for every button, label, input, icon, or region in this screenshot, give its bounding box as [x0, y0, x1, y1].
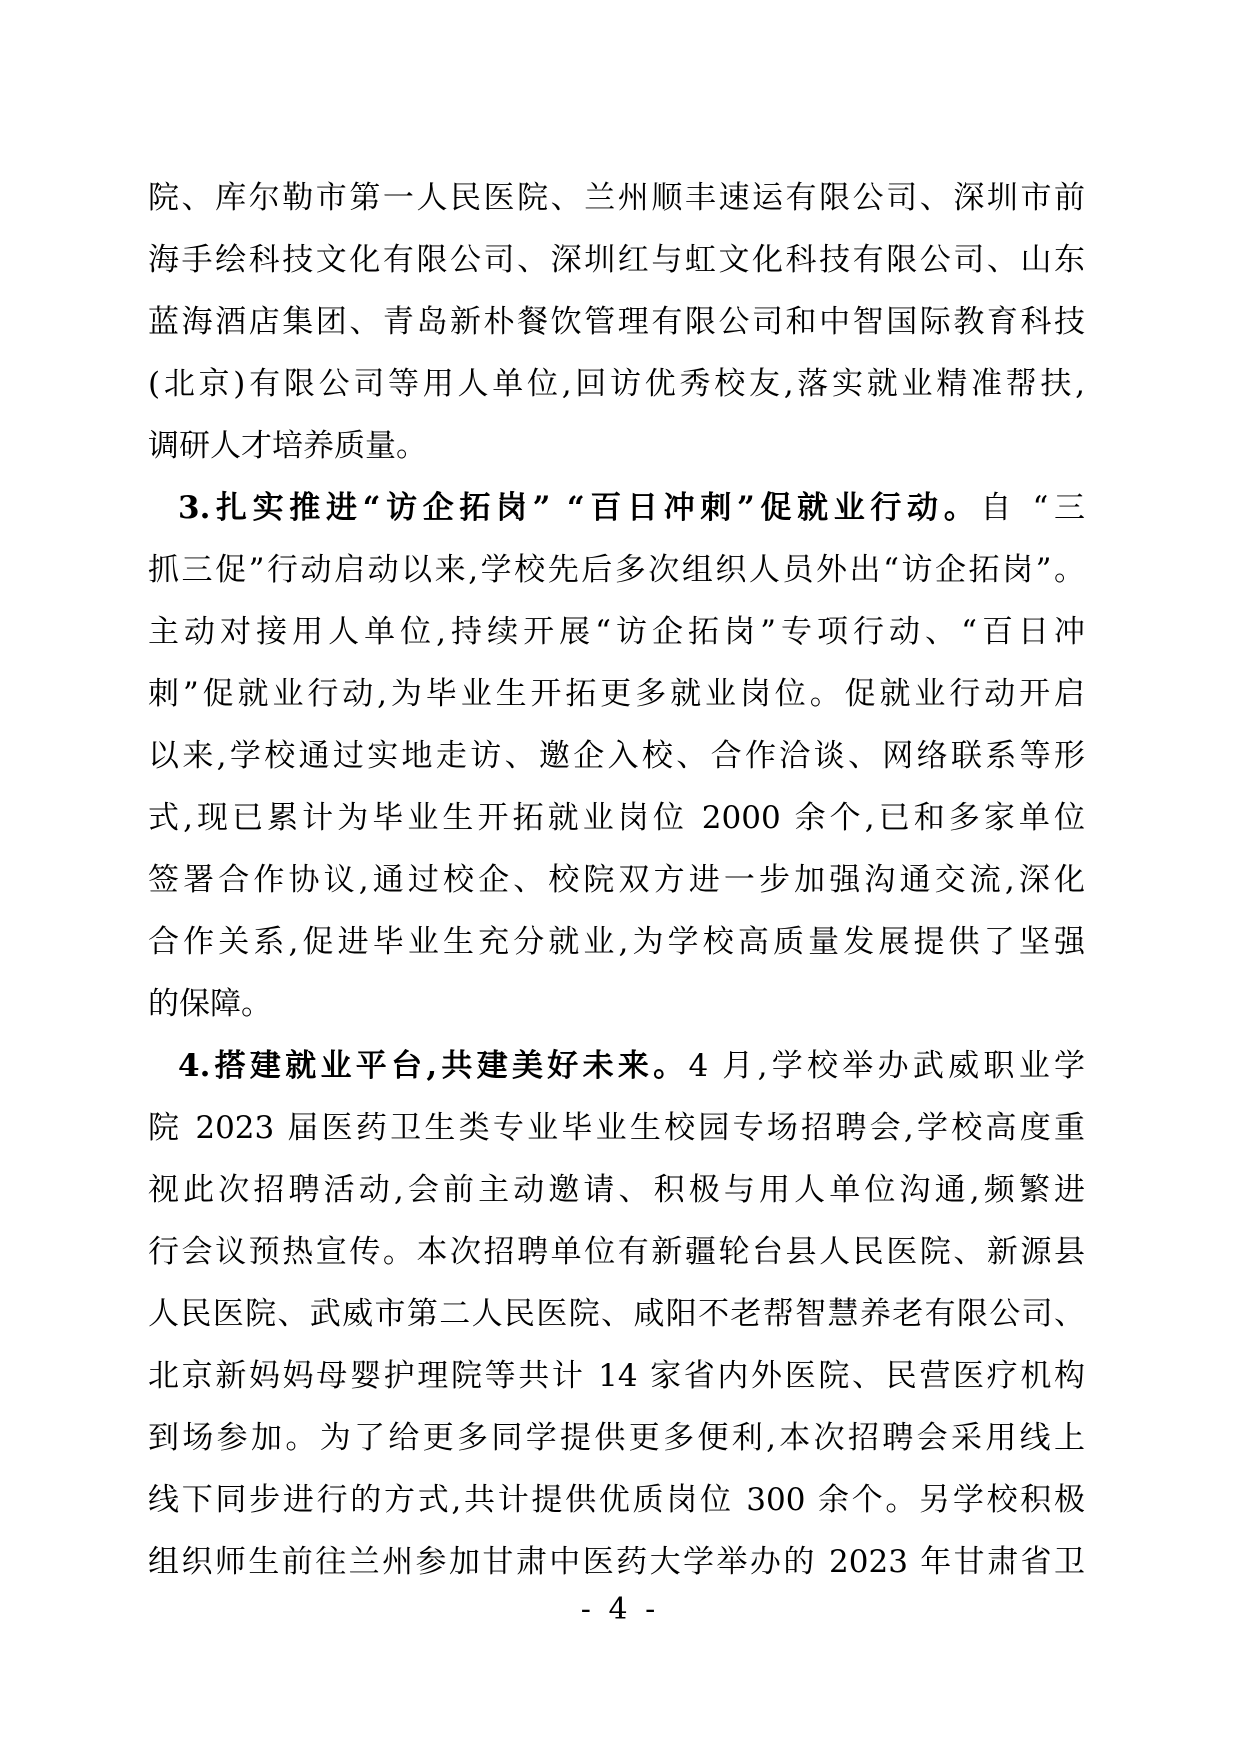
body-text-run: 视此次招聘活动,会前主动邀请、积极与用人单位沟通,频繁进 — [148, 1172, 1085, 1208]
text-line — [148, 663, 1085, 725]
page-number: - 4 - — [580, 1592, 660, 1627]
text-line — [148, 1035, 1085, 1097]
body-text-run: 北京新妈妈母婴护理院等共计 14 家省内外医院、民营医疗机构 — [148, 1358, 1085, 1394]
text-line — [148, 1283, 1085, 1345]
text-line — [148, 1345, 1085, 1407]
heading-text-run: 4.搭建就业平台,共建美好未来。 — [178, 1048, 689, 1084]
body-text-run: 刺”促就业行动,为毕业生开拓更多就业岗位。促就业行动开启 — [148, 676, 1085, 712]
body-text-run: 组织师生前往兰州参加甘肃中医药大学举办的 2023 年甘肃省卫 — [148, 1544, 1085, 1580]
body-text-run: 行会议预热宣传。本次招聘单位有新疆轮台县人民医院、新源县 — [148, 1234, 1085, 1270]
body-text-run: 自 “三 — [980, 490, 1086, 526]
body-text-run: 主动对接用人单位,持续开展“访企拓岗”专项行动、“百日冲 — [148, 614, 1085, 650]
body-text-run: 院 2023 届医药卫生类专业毕业生校园专场招聘会,学校高度重 — [148, 1110, 1085, 1146]
text-line — [148, 229, 1085, 291]
text-line — [148, 601, 1085, 663]
text-line — [148, 911, 1085, 973]
body-text-run: 蓝海酒店集团、青岛新朴餐饮管理有限公司和中智国际教育科技 — [148, 304, 1085, 340]
text-line — [148, 1407, 1085, 1469]
text-line — [148, 849, 1085, 911]
text-line — [148, 291, 1085, 353]
body-text-run: 式,现已累计为毕业生开拓就业岗位 2000 余个,已和多家单位 — [148, 800, 1085, 836]
text-line — [148, 1221, 1085, 1283]
text-line — [148, 353, 1085, 415]
text-line — [148, 1159, 1085, 1221]
body-text-run: 4 月,学校举办武威职业学 — [688, 1048, 1086, 1084]
heading-text-run: 3.扎实推进“访企拓岗” “百日冲刺”促就业行动。 — [178, 490, 981, 526]
body-text-run: 线下同步进行的方式,共计提供优质岗位 300 余个。另学校积极 — [148, 1482, 1085, 1518]
document-body — [148, 167, 1085, 1593]
body-text-run: 的保障。 — [148, 986, 272, 1022]
text-line — [148, 725, 1085, 787]
text-line — [148, 167, 1085, 229]
body-text-run: 抓三促”行动启动以来,学校先后多次组织人员外出“访企拓岗”。 — [148, 552, 1085, 588]
text-line — [148, 973, 1085, 1035]
body-text-run: 到场参加。为了给更多同学提供更多便利,本次招聘会采用线上 — [148, 1420, 1085, 1456]
body-text-run: 签署合作协议,通过校企、校院双方进一步加强沟通交流,深化 — [148, 862, 1085, 898]
text-line — [148, 539, 1085, 601]
body-text-run: 合作关系,促进毕业生充分就业,为学校高质量发展提供了坚强 — [148, 924, 1085, 960]
body-text-run: 院、库尔勒市第一人民医院、兰州顺丰速运有限公司、深圳市前 — [148, 180, 1085, 216]
text-line — [148, 1531, 1085, 1593]
text-line — [148, 1097, 1085, 1159]
body-text-run: 人民医院、武威市第二人民医院、咸阳不老帮智慧养老有限公司、 — [148, 1296, 1085, 1332]
text-line — [148, 1469, 1085, 1531]
text-line — [148, 787, 1085, 849]
text-line — [148, 477, 1085, 539]
body-text-run: 调研人才培养质量。 — [148, 428, 427, 464]
text-line — [148, 415, 1085, 477]
body-text-run: 以来,学校通过实地走访、邀企入校、合作洽谈、网络联系等形 — [148, 738, 1085, 774]
body-text-run: (北京)有限公司等用人单位,回访优秀校友,落实就业精准帮扶, — [148, 366, 1085, 402]
body-text-run: 海手绘科技文化有限公司、深圳红与虹文化科技有限公司、山东 — [148, 242, 1085, 278]
